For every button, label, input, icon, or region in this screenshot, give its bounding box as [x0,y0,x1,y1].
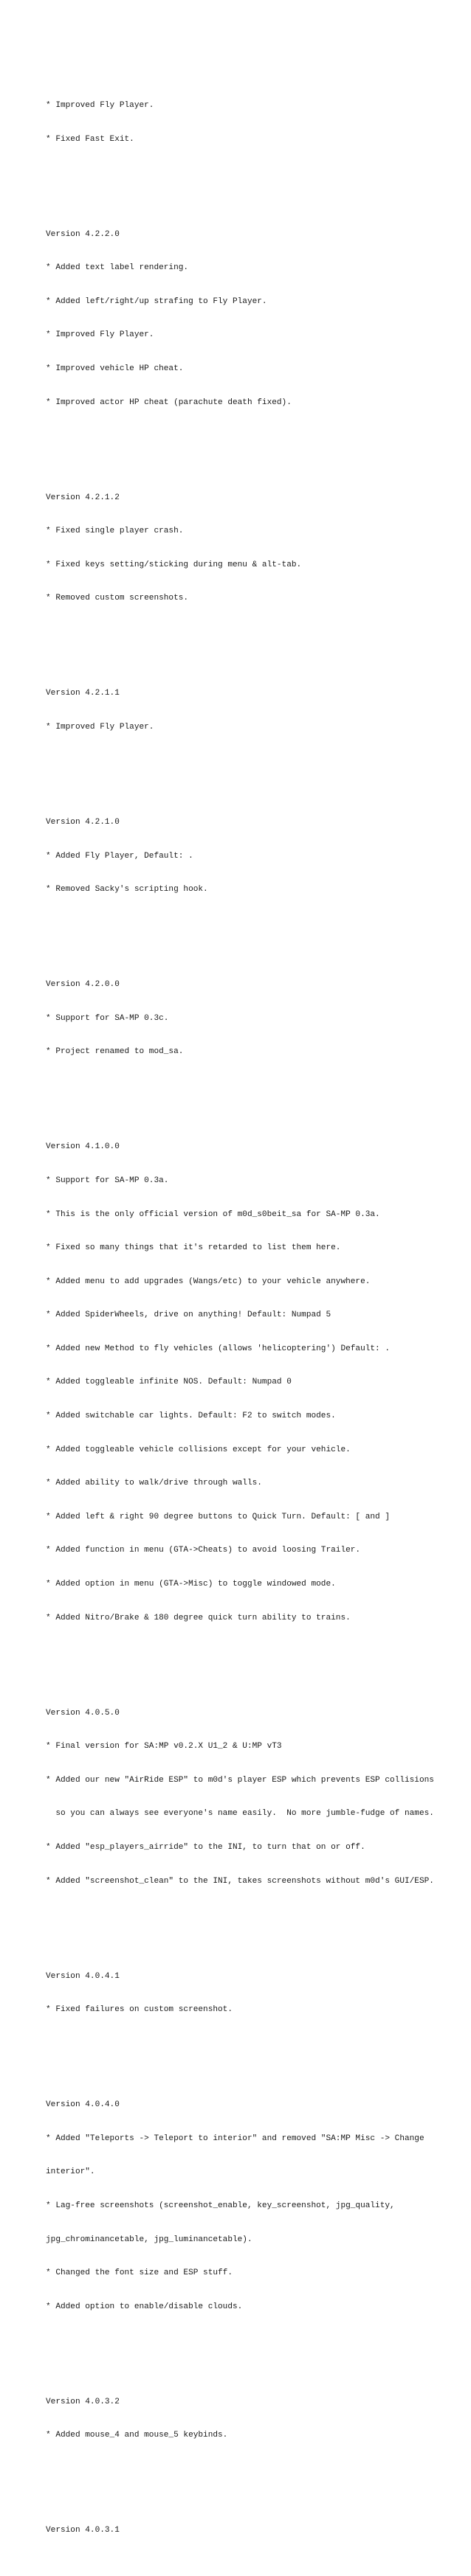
changelog-line: * Lag-free screenshots (screenshot_enable, key_screenshot, jpg_quality, [46,2201,395,2210]
changelog-line: interior". [46,2167,95,2177]
changelog-line: so you can always see everyone's name easily. No more jumble-fudge of names. [46,1809,434,1819]
changelog-section [46,78,459,168]
changelog-line: * Added SpiderWheels, drive on anything! Default: Numpad 5 [46,1310,331,1320]
changelog-section [46,957,459,1080]
changelog-line: * Added Fly Player, Default: . [46,851,193,861]
changelog-section [46,2077,459,2336]
changelog-line: * Added toggleable vehicle collisions except for your vehicle. [46,1445,351,1454]
changelog-line: * Fixed single player crash. [46,527,184,536]
changelog-section [46,470,459,627]
changelog-line: * Added Nitro/Brake & 180 degree quick turn ability to trains. [46,1613,351,1622]
changelog-line: * Final version for SA:MP v0.2.X U1_2 & U:MP vT3 [46,1742,282,1752]
changelog-line: * Added left/right/up strafing to Fly Player. [46,296,267,306]
changelog-section [46,1685,459,1909]
changelog-line: * Added left & right 90 degree buttons to Quick Turn. Default: [ and ] [46,1512,391,1521]
changelog-section [46,1948,459,2038]
changelog-line: * Added ability to walk/drive through walls. [46,1479,262,1488]
changelog-line: * Added new Method to fly vehicles (allows 'helicoptering') Default: . [46,1344,391,1353]
changelog-section [46,666,459,756]
changelog-document [46,44,459,2576]
changelog-section [46,206,459,431]
changelog-line: * Fixed failures on custom screenshot. [46,2005,233,2015]
changelog-line: * Improved vehicle HP cheat. [46,364,184,373]
changelog-line: * Added mouse_4 and mouse_5 keybinds. [46,2431,228,2440]
changelog-line: * Support for SA-MP 0.3c. [46,1013,169,1023]
changelog-line: * Added option in menu (GTA->Misc) to toggle windowed mode. [46,1580,336,1589]
changelog-line: * Changed the font size and ESP stuff. [46,2268,233,2278]
changelog-line: * Added option to enable/disable clouds. [46,2302,243,2311]
changelog-line: * Added "Teleports -> Teleport to interior" and removed "SA:MP Misc -> Change [46,2134,424,2143]
changelog-line: * Improved actor HP cheat (parachute death fixed). [46,397,292,407]
changelog-line: * Added menu to add upgrades (Wangs/etc) to your vehicle anywhere. [46,1277,371,1286]
changelog-line: * Improved Fly Player. [46,101,154,111]
version-heading: Version 4.2.1.0 [46,817,120,827]
changelog-line: * This is the only official version of m0d_s0beit_sa for SA-MP 0.3a. [46,1209,380,1219]
changelog-line: * Fixed keys setting/sticking during menu & alt-tab. [46,560,302,569]
changelog-line: * Added "esp_players_airride" to the INI, to turn that on or off. [46,1843,365,1853]
version-heading: Version 4.0.4.1 [46,1971,120,1981]
version-heading: Version 4.2.2.0 [46,229,120,239]
changelog-line: jpg_chrominancetable, jpg_luminancetable). [46,2235,252,2244]
changelog-line: * Project renamed to mod_sa. [46,1047,184,1057]
changelog-section [46,795,459,918]
changelog-line: * Fixed so many things that it's retarded to list them here. [46,1243,341,1253]
changelog-line: * Improved Fly Player. [46,330,154,340]
version-heading: Version 4.1.0.0 [46,1142,120,1152]
version-heading: Version 4.0.5.0 [46,1708,120,1718]
changelog-line: * Removed Sacky's scripting hook. [46,885,208,895]
version-heading: Version 4.2.0.0 [46,980,120,990]
changelog-section [46,2374,459,2464]
changelog-line: * Fixed Fast Exit. [46,134,134,144]
version-heading: Version 4.2.1.2 [46,493,120,502]
version-heading: Version 4.2.1.1 [46,689,120,698]
changelog-line: * Added function in menu (GTA->Cheats) to avoid loosing Trailer. [46,1546,361,1555]
changelog-line: * Added "screenshot_clean" to the INI, takes screenshots without m0d's GUI/ESP. [46,1876,434,1886]
changelog-line: * Improved Fly Player. [46,722,154,732]
changelog-section [46,1119,459,1646]
version-heading: Version 4.0.4.0 [46,2100,120,2110]
changelog-section [46,2503,459,2559]
changelog-line: * Removed custom screenshots. [46,594,189,603]
changelog-line: * Added our new "AirRide ESP" to m0d's player ESP which prevents ESP collisions [46,1775,434,1785]
changelog-line: * Added toggleable infinite NOS. Default: Numpad 0 [46,1378,292,1387]
changelog-line: * Added switchable car lights. Default: F2 to switch modes. [46,1412,336,1421]
changelog-line: * Support for SA-MP 0.3a. [46,1176,169,1185]
changelog-line: * Added text label rendering. [46,263,189,273]
version-heading: Version 4.0.3.2 [46,2397,120,2406]
version-heading: Version 4.0.3.1 [46,2526,120,2535]
